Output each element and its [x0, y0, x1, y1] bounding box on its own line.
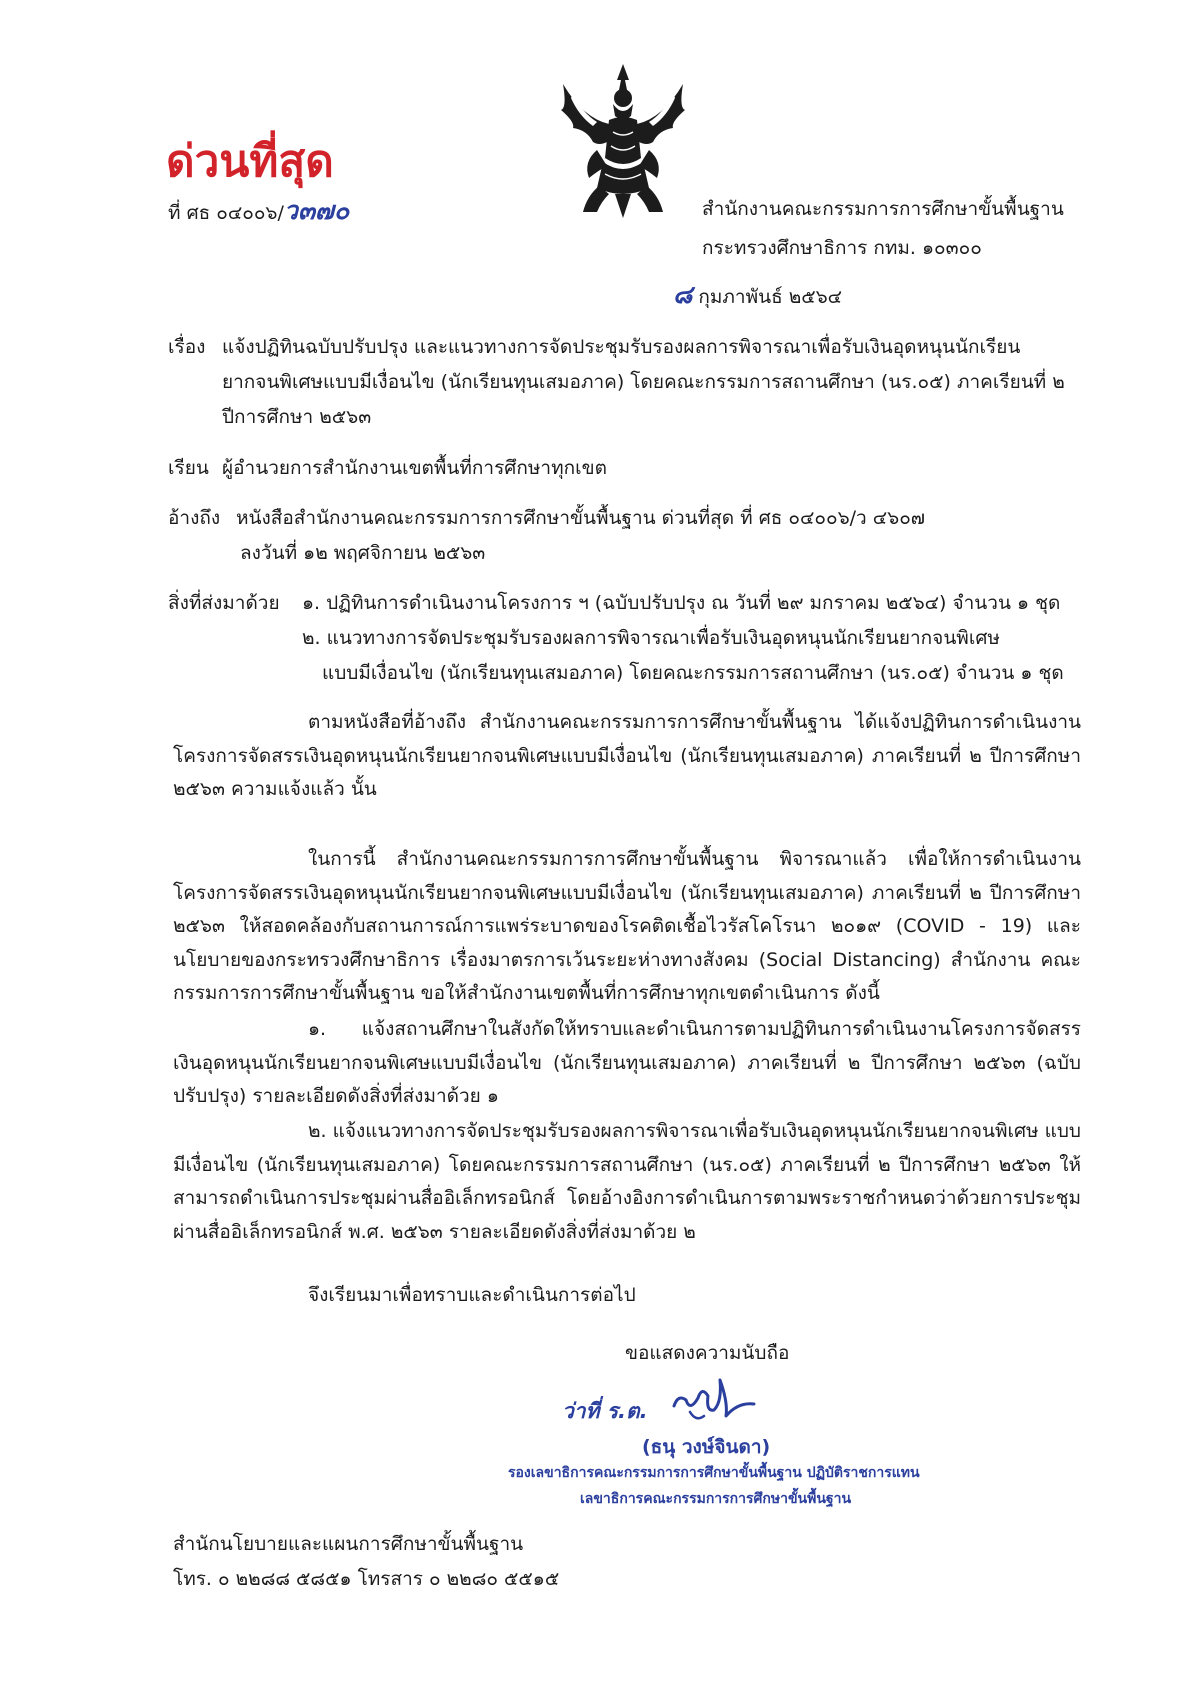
- reference-line-2: ลงวันที่ ๑๒ พฤศจิกายน ๒๕๖๓: [240, 542, 486, 564]
- document-date: [673, 282, 842, 310]
- agency-address: กระทรวงศึกษาธิการ กทม. ๑๐๓๐๐: [702, 237, 982, 259]
- recipient-label: เรียน: [168, 457, 209, 479]
- reference-prefix: ที่ ศธ ๐๔๐๐๖/: [168, 202, 284, 224]
- reference-line-1: หนังสือสำนักงานคณะกรรมการการศึกษาขั้นพื้นฐาน ด่วนที่สุด ที่ ศธ ๐๔๐๐๖/ว ๔๖๐๗: [236, 507, 926, 529]
- agency-name: สำนักงานคณะกรรมการการศึกษาขั้นพื้นฐาน: [702, 198, 1064, 220]
- subject-line-1: แจ้งปฏิทินฉบับปรับปรุง และแนวทางการจัดประชุมรับรองผลการพิจารณาเพื่อรับเงินอุดหนุนนักเรียน: [222, 336, 1021, 358]
- enclosure-item-2-line-1: ๒. แนวทางการจัดประชุมรับรองผลการพิจารณาเพื่อรับเงินอุดหนุนนักเรียนยากจนพิเศษ: [302, 627, 1000, 649]
- reference-number: [168, 198, 349, 226]
- enclosure-item-1: ๑. ปฏิทินการดำเนินงานโครงการ ฯ (ฉบับปรับปรุง ณ วันที่ ๒๙ มกราคม ๒๕๖๔) จำนวน ๑ ชุด: [302, 592, 1061, 614]
- enclosure-item-2-line-2: แบบมีเงื่อนไข (นักเรียนทุนเสมอภาค) โดยคณะกรรมการสถานศึกษา (นร.๐๕) จำนวน ๑ ชุด: [322, 662, 1064, 684]
- closing-sentence: จึงเรียนมาเพื่อทราบและดำเนินการต่อไป: [308, 1284, 636, 1306]
- reference-number-handwritten: ว๓๗๐: [283, 196, 350, 225]
- date-month-year: กุมภาพันธ์ ๒๕๖๔: [698, 286, 843, 308]
- reference-label: อ้างถึง: [168, 507, 221, 529]
- handwritten-signature-icon: [668, 1372, 760, 1426]
- acting-rank: ว่าที่ ร.ต.: [562, 1399, 648, 1423]
- salutation: ขอแสดงความนับถือ: [625, 1342, 790, 1364]
- body-paragraph-2: ในการนี้ สำนักงานคณะกรรมการการศึกษาขั้นพื้นฐาน พิจารณาแล้ว เพื่อให้การดำเนินงาน โครงการจัดสรรเงินอุดหนุนนักเรียนยากจนพิเศษแบบมีเงื่อนไข (นักเรียนทุนเสมอภาค) ภาคเรียนที่ ๒ ปีการศึกษา ๒๕๖๓ ให้สอดคล้องกับสถานการณ์การแพร่ระบาดของโรคติดเชื้อไวรัสโคโรนา ๒๐๑๙ (COVID - 19) และนโยบายของกระทรวงศึกษาธิการ เรื่องมาตรการเว้นระยะห่างทางสังคม (Social Distancing) สำนักงาน คณะกรรมการการศึกษาขั้นพื้นฐาน ขอให้สำนักงานเขตพื้นที่การศึกษาทุกเขตดำเนินการ ดังนี้: [173, 848, 1081, 1004]
- body-paragraph-4: ๒. แจ้งแนวทางการจัดประชุมรับรองผลการพิจารณาเพื่อรับเงินอุดหนุนนักเรียนยากจนพิเศษ แบบมีเงื่อนไข (นักเรียนทุนเสมอภาค) โดยคณะกรรมการสถานศึกษา (นร.๐๕) ภาคเรียนที่ ๒ ปีการศึกษา ๒๕๖๓ ให้สามารถดำเนินการประชุมผ่านสื่ออิเล็กทรอนิกส์ โดยอ้างอิงการดำเนินการตามพระราชกำหนดว่าด้วยการประชุม ผ่านสื่ออิเล็กทรอนิกส์ พ.ศ. ๒๕๖๓ รายละเอียดดังสิ่งที่ส่งมาด้วย ๒: [173, 1120, 1081, 1243]
- enclosure-label: สิ่งที่ส่งมาด้วย: [168, 592, 280, 614]
- body-paragraph-1: ตามหนังสือที่อ้างถึง สำนักงานคณะกรรมการการศึกษาขั้นพื้นฐาน ได้แจ้งปฏิทินการดำเนินงาน โครงการจัดสรรเงินอุดหนุนนักเรียนยากจนพิเศษแบบมีเงื่อนไข (นักเรียนทุนเสมอภาค) ภาคเรียนที่ ๒ ปีการศึกษา ๒๕๖๓ ความแจ้งแล้ว นั้น: [173, 711, 1081, 800]
- subject-line-3: ปีการศึกษา ๒๕๖๓: [222, 406, 372, 428]
- garuda-emblem-icon: [553, 62, 693, 220]
- footer-contact: โทร. ๐ ๒๒๘๘ ๕๘๕๑ โทรสาร ๐ ๒๒๘๐ ๕๕๑๕: [173, 1568, 560, 1590]
- signer-name: (ธนุ วงษ์จินดา): [642, 1436, 771, 1458]
- subject-line-2: ยากจนพิเศษแบบมีเงื่อนไข (นักเรียนทุนเสมอภาค) โดยคณะกรรมการสถานศึกษา (นร.๐๕) ภาคเรียนที่ ๒: [222, 371, 1065, 393]
- date-day-handwritten: ๘: [673, 280, 693, 309]
- subject-label: เรื่อง: [168, 336, 206, 358]
- body-paragraph-3: ๑. แจ้งสถานศึกษาในสังกัดให้ทราบและดำเนินการตามปฏิทินการดำเนินงานโครงการจัดสรร เงินอุดหนุนนักเรียนยากจนพิเศษแบบมีเงื่อนไข (นักเรียนทุนเสมอภาค) ภาคเรียนที่ ๒ ปีการศึกษา ๒๕๖๓ (ฉบับปรับปรุง) รายละเอียดดังสิ่งที่ส่งมาด้วย ๑: [173, 1018, 1081, 1107]
- footer-office: สำนักนโยบายและแผนการศึกษาขั้นพื้นฐาน: [173, 1533, 524, 1555]
- recipient-value: ผู้อำนวยการสำนักงานเขตพื้นที่การศึกษาทุกเขต: [222, 457, 607, 479]
- urgency-stamp: ด่วนที่สุด: [166, 136, 334, 187]
- signer-position-line-1: รองเลขาธิการคณะกรรมการการศึกษาขั้นพื้นฐาน ปฏิบัติราชการแทน: [508, 1465, 920, 1481]
- signer-position-line-2: เลขาธิการคณะกรรมการการศึกษาขั้นพื้นฐาน: [580, 1491, 852, 1507]
